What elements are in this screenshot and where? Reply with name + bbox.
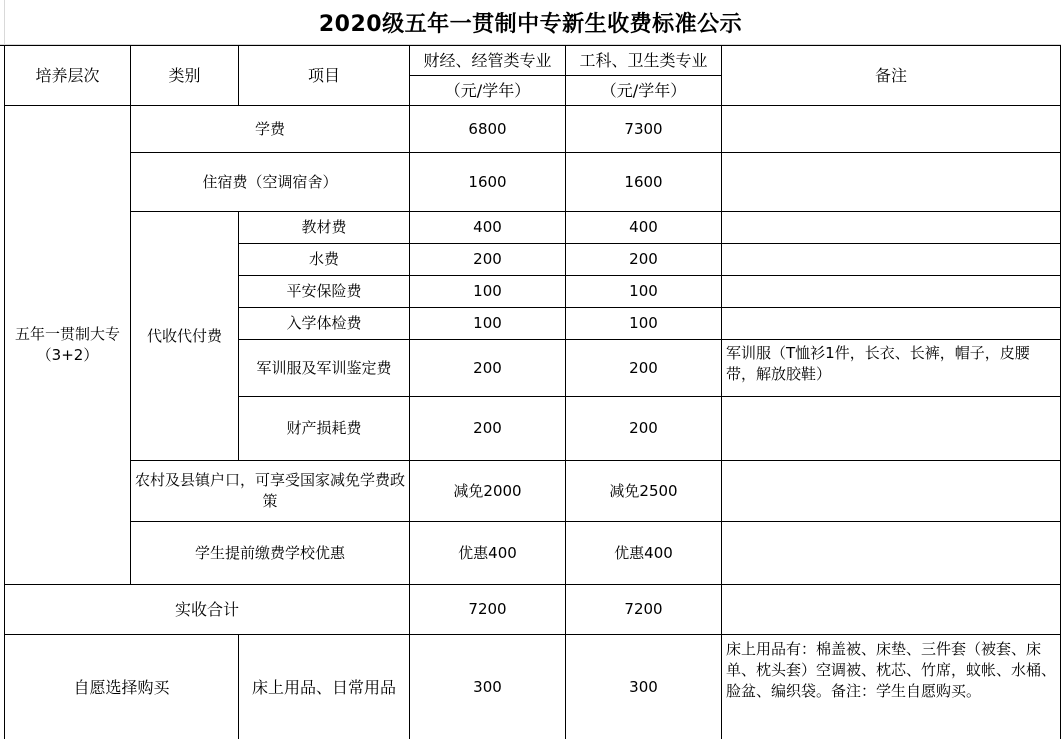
medical-finance: 100 (410, 308, 566, 340)
tuition-label: 学费 (131, 106, 410, 153)
property-label: 财产损耗费 (239, 397, 410, 461)
optional-item: 床上用品、日常用品 (239, 635, 410, 739)
prepay-finance: 优惠400 (410, 522, 566, 585)
water-remark (722, 244, 1061, 276)
optional-eng: 300 (566, 635, 722, 739)
rural-label: 农村及县镇户口，可享受国家减免学费政策 (131, 461, 410, 522)
military-label: 军训服及军训鉴定费 (239, 340, 410, 397)
textbook-label: 教材费 (239, 212, 410, 244)
dorm-remark (722, 153, 1061, 212)
insurance-finance: 100 (410, 276, 566, 308)
header-finance-unit: （元/学年） (410, 76, 566, 106)
rural-remark (722, 461, 1061, 522)
military-remark: 军训服（T恤衫1件，长衣、长裤，帽子，皮腰带，解放胶鞋） (722, 340, 1061, 397)
water-finance: 200 (410, 244, 566, 276)
optional-finance: 300 (410, 635, 566, 739)
property-finance: 200 (410, 397, 566, 461)
header-item: 项目 (239, 46, 410, 106)
military-eng: 200 (566, 340, 722, 397)
prepay-remark (722, 522, 1061, 585)
textbook-remark (722, 212, 1061, 244)
header-eng-unit: （元/学年） (566, 76, 722, 106)
header-eng: 工科、卫生类专业 (566, 46, 722, 76)
optional-remark: 床上用品有：棉盖被、床垫、三件套（被套、床单、枕头套）空调被、枕芯、竹席，蚊帐、水桶、脸盆、编织袋。备注：学生自愿购买。 (722, 635, 1061, 739)
header-finance: 财经、经管类专业 (410, 46, 566, 76)
insurance-remark (722, 276, 1061, 308)
textbook-finance: 400 (410, 212, 566, 244)
total-remark (722, 585, 1061, 635)
military-finance: 200 (410, 340, 566, 397)
total-finance: 7200 (410, 585, 566, 635)
rural-finance: 减免2000 (410, 461, 566, 522)
insurance-eng: 100 (566, 276, 722, 308)
dorm-label: 住宿费（空调宿舍） (131, 153, 410, 212)
agency-category: 代收代付费 (131, 212, 239, 461)
dorm-eng: 1600 (566, 153, 722, 212)
header-category: 类别 (131, 46, 239, 106)
medical-remark (722, 308, 1061, 340)
level-cell (5, 106, 131, 585)
textbook-eng: 400 (566, 212, 722, 244)
total-eng: 7200 (566, 585, 722, 635)
header-level: 培养层次 (5, 46, 131, 106)
header-remark: 备注 (722, 46, 1061, 106)
insurance-label: 平安保险费 (239, 276, 410, 308)
dorm-finance: 1600 (410, 153, 566, 212)
property-eng: 200 (566, 397, 722, 461)
prepay-eng: 优惠400 (566, 522, 722, 585)
optional-label: 自愿选择购买 (5, 635, 239, 739)
prepay-label: 学生提前缴费学校优惠 (131, 522, 410, 585)
rural-eng: 减免2500 (566, 461, 722, 522)
medical-label: 入学体检费 (239, 308, 410, 340)
medical-eng: 100 (566, 308, 722, 340)
tuition-remark (722, 106, 1061, 153)
tuition-finance: 6800 (410, 106, 566, 153)
level-name: 五年一贯制大专（3+2） (14, 325, 120, 364)
total-label: 实收合计 (5, 585, 410, 635)
water-label: 水费 (239, 244, 410, 276)
page-title: 2020级五年一贯制中专新生收费标准公示 (318, 11, 743, 37)
tuition-eng: 7300 (566, 106, 722, 153)
water-eng: 200 (566, 244, 722, 276)
property-remark (722, 397, 1061, 461)
